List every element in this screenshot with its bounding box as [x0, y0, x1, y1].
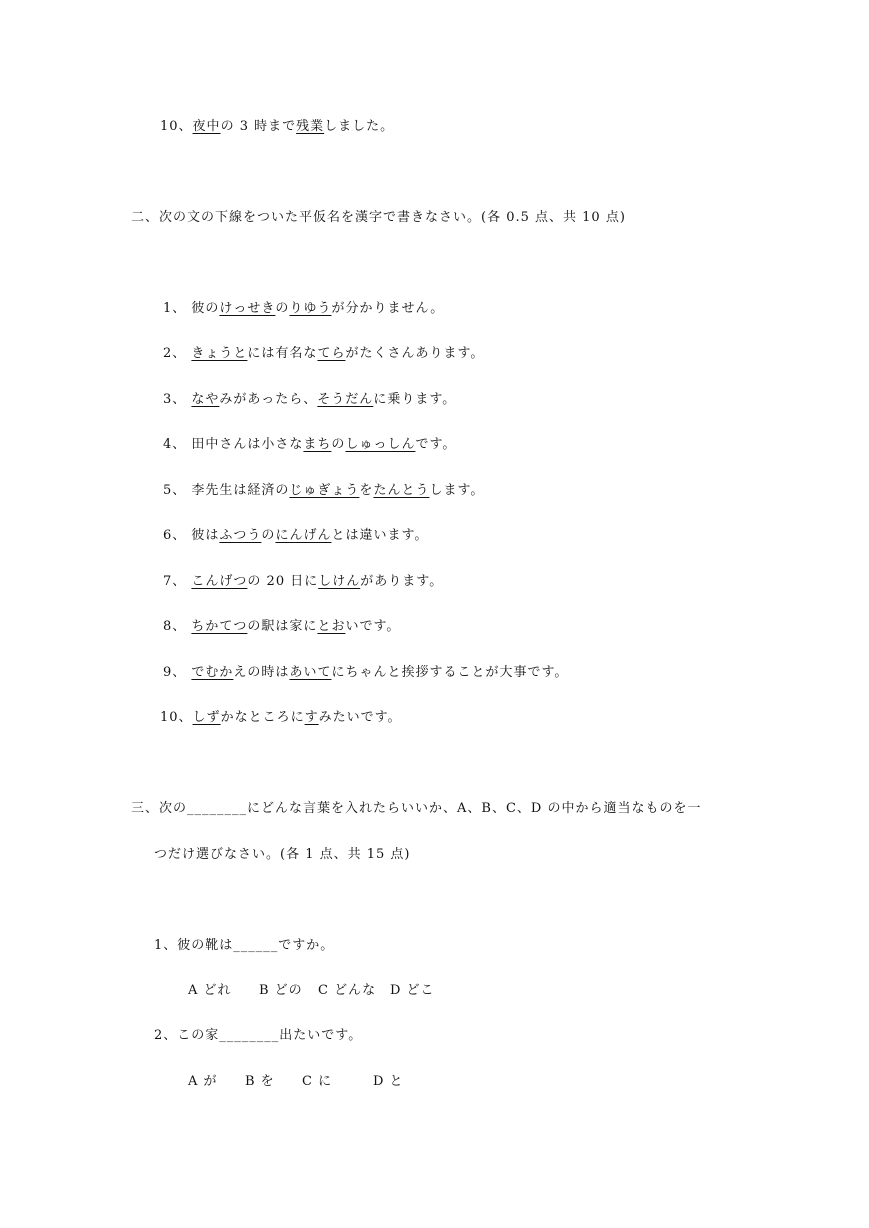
text-segment: 3、 [163, 392, 192, 407]
answer-option-b: B を [245, 1074, 275, 1089]
question-item [160, 709, 402, 727]
text-segment: 2、 [163, 346, 192, 361]
question-item [163, 391, 456, 409]
text-segment: 5、 李先生は経済の [163, 483, 290, 498]
text-segment: 9、 [163, 665, 192, 680]
question-item [163, 482, 484, 500]
text-segment: が分かりません。 [331, 301, 445, 316]
text-segment: を [359, 483, 374, 498]
underlined-term: 夜中 [192, 119, 221, 134]
text-segment: 10、 [160, 710, 193, 725]
text-segment: があります。 [360, 574, 444, 589]
section-heading-continued: つだけ選びなさい。(各 1 点、共 15 点) [154, 847, 411, 862]
text-segment: です。 [415, 437, 457, 452]
text-segment: みがあったら、 [219, 392, 318, 407]
underlined-term: じゅぎょう [289, 483, 360, 498]
question-text: 2、この家________出たいです。 [154, 1028, 363, 1043]
question-item [163, 300, 444, 318]
text-segment: 10、 [160, 119, 193, 134]
question-item [163, 436, 456, 454]
text-segment: 6、 彼は [163, 528, 220, 543]
answer-option-d: D どこ [390, 983, 435, 998]
text-segment: いです。 [345, 619, 401, 634]
underlined-term: にんげん [275, 528, 332, 543]
underlined-term: しず [192, 710, 221, 725]
text-segment: の駅は家に [247, 619, 318, 634]
underlined-term: なや [191, 392, 220, 407]
text-segment: かなところに [220, 710, 305, 725]
underlined-term: しゅっしん [345, 437, 416, 452]
answer-option-a: A が [188, 1074, 218, 1089]
underlined-term: きょうと [191, 346, 248, 361]
section-heading: 二、次の文の下線をついた平仮名を漢字で書きなさい。(各 0.5 点、共 10 点) [131, 210, 626, 225]
underlined-term: まち [303, 437, 332, 452]
text-segment: の 3 時まで [220, 119, 297, 134]
text-segment: にちゃんと挨拶することが大事です。 [331, 665, 569, 680]
section-heading: 三、次の________にどんな言葉を入れたらいいか、A、B、C、D の中から適当なものを一 [131, 801, 702, 816]
underlined-term: けっせき [219, 301, 276, 316]
text-segment: とは違います。 [331, 528, 429, 543]
underlined-term: でむか [191, 665, 234, 680]
text-segment: しました。 [324, 119, 395, 134]
question-item [163, 527, 428, 545]
underlined-term: ちかてつ [191, 619, 248, 634]
underlined-term: てら [317, 346, 346, 361]
question-text: 1、彼の靴は______ですか。 [154, 938, 335, 953]
underlined-term: す [304, 710, 319, 725]
underlined-term: しけん [318, 574, 361, 589]
underlined-term: りゆう [289, 301, 332, 316]
text-segment: には有名な [247, 346, 318, 361]
text-segment: 4、 田中さんは小さな [163, 437, 304, 452]
text-segment: に乗ります。 [373, 392, 457, 407]
text-segment: の [331, 437, 346, 452]
text-segment: の [261, 528, 276, 543]
question-item [163, 345, 484, 363]
text-segment: 8、 [163, 619, 192, 634]
underlined-term: たんとう [373, 483, 430, 498]
answer-option-c: C に [302, 1074, 333, 1089]
text-segment: 1、 彼の [163, 301, 220, 316]
question-item [163, 573, 443, 591]
underlined-term: あいて [289, 665, 332, 680]
answer-option-d: D と [373, 1074, 404, 1089]
text-segment: えの時は [233, 665, 290, 680]
text-segment: 7、 [163, 574, 192, 589]
question-item [163, 618, 400, 636]
answer-option-a: A どれ [188, 983, 232, 998]
underlined-term: ふつう [219, 528, 262, 543]
answer-option-b: B どの [259, 983, 303, 998]
text-segment: します。 [429, 483, 485, 498]
text-segment: の [275, 301, 290, 316]
underlined-term: そうだん [317, 392, 374, 407]
underlined-term: 残業 [296, 119, 325, 134]
text-segment: がたくさんあります。 [345, 346, 485, 361]
answer-option-c: C どんな [318, 983, 377, 998]
text-segment: みたいです。 [318, 710, 402, 725]
text-segment: の 20 日に [247, 574, 319, 589]
underlined-term: とお [317, 619, 346, 634]
underlined-term: こんげつ [191, 574, 248, 589]
question-item [163, 664, 568, 682]
question-item [160, 118, 394, 136]
